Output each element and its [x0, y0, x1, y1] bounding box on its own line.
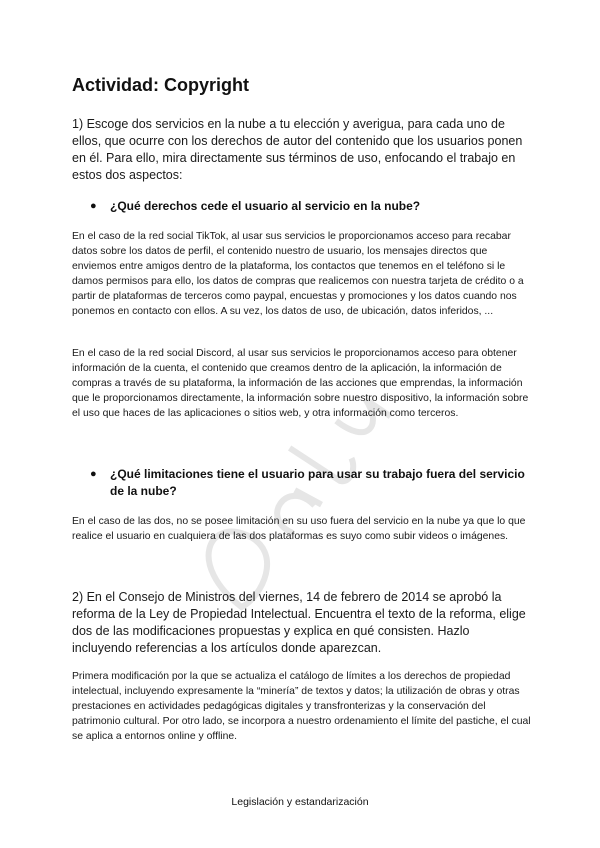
question-1-text: 1) Escoge dos servicios en la nube a tu elección y averigua, para cada uno de ellos, que ocurre con los derechos de autor del contenido que los usuarios ponen en él. Para ello, mira directamente sus términos de uso, enfocando el trabajo en estos dos aspectos: — [72, 117, 523, 182]
question-2-text: 2) En el Consejo de Ministros del viernes, 14 de febrero de 2014 se aprobó la reforma de la Ley de Propiedad Intelectual. Encuentra el texto de la reforma, elige dos de las modificaciones propuestas y explica en qué consisten. Hazlo incluyendo referencias a los artículos donde aparezcan. — [72, 590, 526, 655]
answer-tiktok-text: En el caso de la red social TikTok, al usar sus servicios le proporcionamos acceso para recabar datos sobre los datos de perfil, el contenido nuestro de usuario, los mensajes directos que enviemos entre amigos dentro de la plataforma, los contactos que tenemos en el teléfono si le damos permisos para ello, los datos de compras que realicemos con nuestra tarjeta de crédito o a partir de plataformas de terceros como paypal, encuestas y promociones y los datos cuando nos ponemos en contacto con ellos. A su vez, los datos de uso, de ubicación, datos inferidos, ... — [72, 231, 524, 317]
bullet-question-1 — [90, 198, 530, 215]
bullet-icon: ● — [90, 468, 97, 480]
answer-limitations-text: En el caso de las dos, no se posee limitación en su uso fuera del servicio en la nube ya que lo que realice el usuario en cualquiera de las dos plataformas es suyo como subir videos o imágenes. — [72, 516, 526, 542]
page-footer: Legislación y estandarización — [231, 796, 369, 808]
bullet-question-2 — [90, 466, 530, 500]
answer-discord-text: En el caso de la red social Discord, al usar sus servicios le proporcionamos acceso para obtener información de la cuenta, el contenido que creamos dentro de la aplicación, la información de compras a través de su plataforma, la información de las acciones que emprendas, la información que le proporcionamos directamente, la información sobre nuestro dispositivo, la información sobre el uso que haces de las aplicaciones o sitios web, y otra información como terceros. — [72, 348, 529, 419]
answer-reform-text: Primera modificación por la que se actualiza el catálogo de límites a los derechos de propiedad intelectual, incluyendo expresamente la “minería” de textos y datos; la utilización de obras y otras prestaciones en actividades pedagógicas digitales y transfronterizas y la conservación del patrimonio cultural. Por otro lado, se incorpora a nuestro ordenamiento el límite del pastiche, el cual se aplica a entornos online y offline. — [72, 671, 531, 742]
bullet-question-1-text: ¿Qué derechos cede el usuario al servicio en la nube? — [110, 199, 421, 213]
bullet-icon: ● — [90, 200, 97, 212]
bullet-question-2-text: ¿Qué limitaciones tiene el usuario para usar su trabajo fuera del servicio de la nube? — [110, 467, 525, 498]
page-title: Actividad: Copyright — [72, 75, 250, 95]
